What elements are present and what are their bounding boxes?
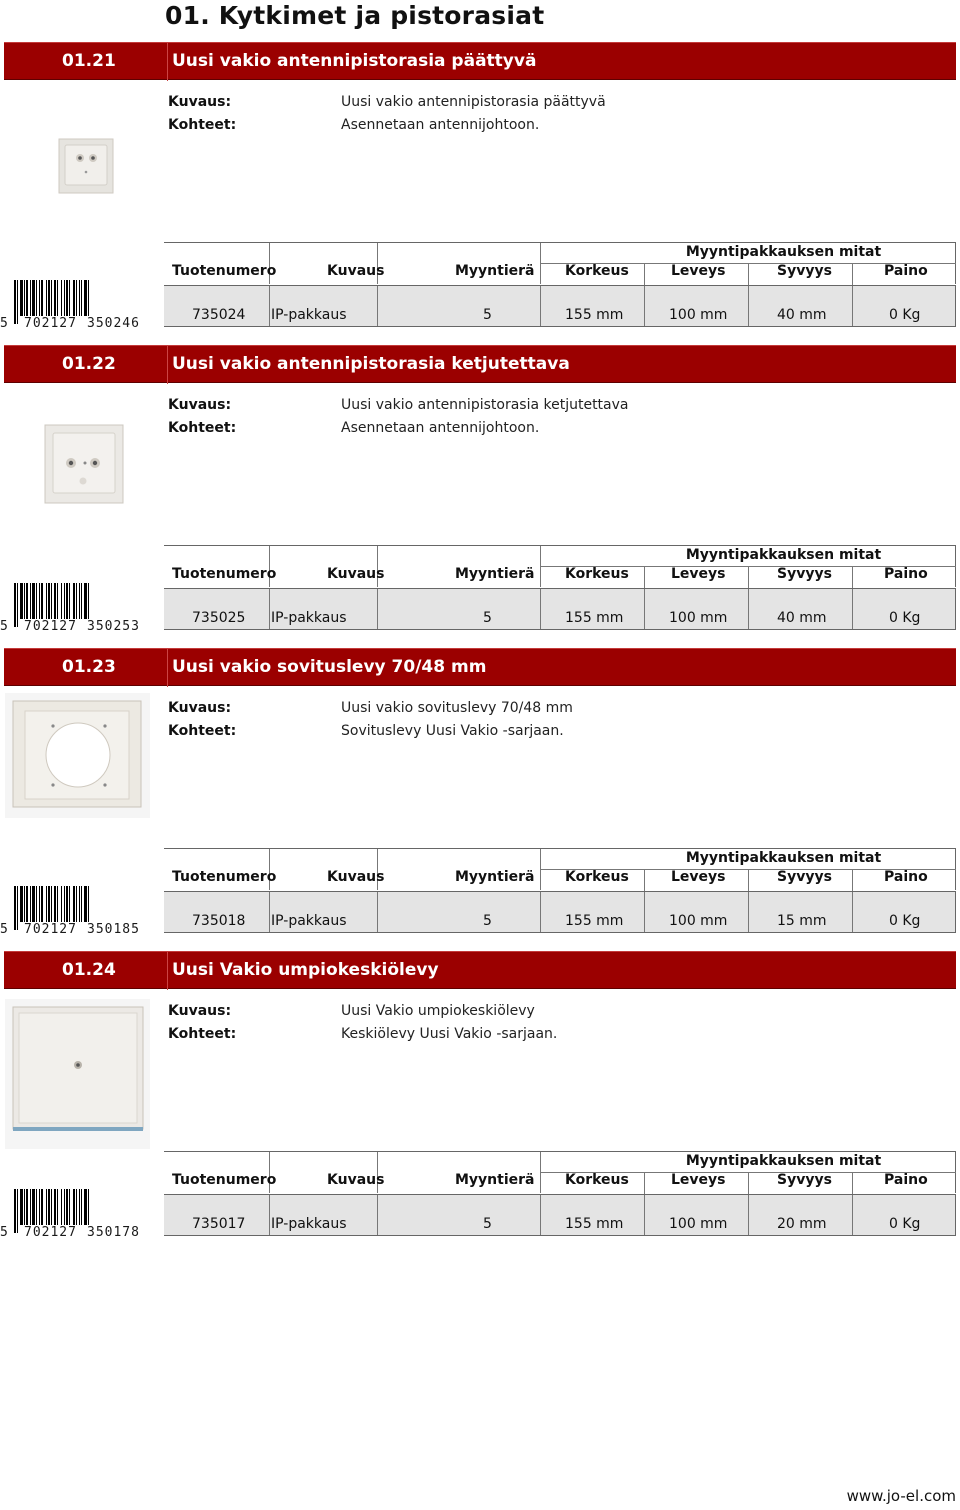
- section-number: 01.24: [62, 960, 116, 980]
- barcode-first-digit: 5: [0, 922, 8, 937]
- column-divider: [644, 589, 645, 629]
- barcode-first-digit: 5: [0, 1225, 8, 1240]
- col-header-syvyys: Syvyys: [777, 1172, 832, 1188]
- kohteet-label: Kohteet:: [168, 420, 237, 436]
- column-divider: [644, 286, 645, 326]
- cell-leveys: 100 mm: [669, 307, 728, 323]
- kohteet-value: Asennetaan antennijohtoon.: [341, 117, 540, 133]
- column-divider: [748, 263, 749, 285]
- barcode: [0, 280, 160, 330]
- barcode: [0, 1189, 160, 1239]
- column-divider: [377, 589, 378, 629]
- barcode-left-digits: 702127: [24, 619, 77, 634]
- col-header-leveys: Leveys: [671, 1172, 726, 1188]
- cell-kuvaus: IP-pakkaus: [271, 610, 347, 626]
- column-divider: [540, 1195, 541, 1235]
- column-divider: [748, 1172, 749, 1194]
- column-divider: [748, 589, 749, 629]
- kohteet-value: Sovituslevy Uusi Vakio -sarjaan.: [341, 723, 564, 739]
- col-header-leveys: Leveys: [671, 869, 726, 885]
- barcode: [0, 886, 160, 936]
- col-header-kuvaus: Kuvaus: [327, 263, 385, 279]
- column-divider: [377, 892, 378, 932]
- column-divider: [540, 589, 541, 629]
- barcode-left-digits: 702127: [24, 1225, 77, 1240]
- column-divider: [852, 892, 853, 932]
- kuvaus-label: Kuvaus:: [168, 94, 232, 110]
- cell-kuvaus: IP-pakkaus: [271, 307, 347, 323]
- col-header-kuvaus: Kuvaus: [327, 1172, 385, 1188]
- col-header-tuotenumero: Tuotenumero: [172, 1172, 277, 1188]
- product-section: [0, 345, 960, 648]
- cell-syvyys: 40 mm: [777, 610, 827, 626]
- barcode-left-digits: 702127: [24, 316, 77, 331]
- barcode-first-digit: 5: [0, 619, 8, 634]
- cell-syvyys: 40 mm: [777, 307, 827, 323]
- product-section: [0, 648, 960, 951]
- page-title: 01. Kytkimet ja pistorasiat: [165, 1, 545, 30]
- column-divider: [377, 286, 378, 326]
- kohteet-value: Keskiölevy Uusi Vakio -sarjaan.: [341, 1026, 558, 1042]
- column-divider: [540, 892, 541, 932]
- col-header-kuvaus: Kuvaus: [327, 566, 385, 582]
- column-divider: [852, 286, 853, 326]
- barcode-right-digits: 350246: [87, 316, 140, 331]
- cell-tuotenumero: 735017: [192, 1216, 246, 1232]
- kuvaus-value: Uusi vakio antennipistorasia päättyvä: [341, 94, 606, 110]
- cell-paino: 0 Kg: [889, 1216, 921, 1232]
- spec-table-header: [164, 1151, 956, 1193]
- kuvaus-label: Kuvaus:: [168, 1003, 232, 1019]
- spec-table-row: [164, 1194, 956, 1236]
- column-divider: [748, 892, 749, 932]
- barcode-right-digits: 350253: [87, 619, 140, 634]
- section-title: Uusi vakio sovituslevy 70/48 mm: [172, 657, 487, 677]
- kohteet-label: Kohteet:: [168, 723, 237, 739]
- cell-myyntiera: 5: [483, 913, 492, 929]
- col-header-paino: Paino: [884, 869, 928, 885]
- column-divider: [540, 243, 541, 284]
- barcode: [0, 583, 160, 633]
- product-section: [0, 42, 960, 345]
- cell-tuotenumero: 735018: [192, 913, 246, 929]
- barcode-first-digit: 5: [0, 316, 8, 331]
- col-header-paino: Paino: [884, 1172, 928, 1188]
- column-divider: [644, 1195, 645, 1235]
- col-header-korkeus: Korkeus: [565, 869, 629, 885]
- col-header-leveys: Leveys: [671, 566, 726, 582]
- column-divider: [540, 1152, 541, 1193]
- column-divider: [269, 286, 270, 326]
- spec-table-header: [164, 848, 956, 890]
- column-divider: [852, 1172, 853, 1194]
- col-header-syvyys: Syvyys: [777, 263, 832, 279]
- section-header: [4, 42, 956, 80]
- cell-syvyys: 20 mm: [777, 1216, 827, 1232]
- barcode-right-digits: 350185: [87, 922, 140, 937]
- column-divider: [644, 566, 645, 588]
- col-header-paino: Paino: [884, 263, 928, 279]
- section-divider: [167, 346, 168, 384]
- section-header: [4, 951, 956, 989]
- footer-url[interactable]: www.jo-el.com: [846, 1487, 956, 1505]
- product-image: [43, 423, 127, 511]
- col-header-leveys: Leveys: [671, 263, 726, 279]
- cell-kuvaus: IP-pakkaus: [271, 913, 347, 929]
- col-header-syvyys: Syvyys: [777, 869, 832, 885]
- product-image: [5, 693, 150, 822]
- kuvaus-value: Uusi Vakio umpiokeskiölevy: [341, 1003, 535, 1019]
- cell-korkeus: 155 mm: [565, 307, 624, 323]
- column-divider: [852, 869, 853, 891]
- kuvaus-value: Uusi vakio antennipistorasia ketjutettava: [341, 397, 629, 413]
- cell-tuotenumero: 735024: [192, 307, 246, 323]
- cell-myyntiera: 5: [483, 307, 492, 323]
- column-divider: [377, 1195, 378, 1235]
- col-header-myyntiera: Myyntierä: [455, 1172, 535, 1188]
- col-header-myyntiera: Myyntierä: [455, 869, 535, 885]
- cell-kuvaus: IP-pakkaus: [271, 1216, 347, 1232]
- barcode-left-digits: 702127: [24, 922, 77, 937]
- col-header-tuotenumero: Tuotenumero: [172, 566, 277, 582]
- column-divider: [644, 1172, 645, 1194]
- cell-korkeus: 155 mm: [565, 913, 624, 929]
- column-divider: [269, 1195, 270, 1235]
- cell-paino: 0 Kg: [889, 307, 921, 323]
- section-number: 01.21: [62, 51, 116, 71]
- column-divider: [852, 589, 853, 629]
- section-header: [4, 648, 956, 686]
- column-divider: [644, 892, 645, 932]
- section-divider: [167, 43, 168, 81]
- column-divider: [540, 286, 541, 326]
- kuvaus-label: Kuvaus:: [168, 700, 232, 716]
- column-divider: [269, 589, 270, 629]
- cell-leveys: 100 mm: [669, 1216, 728, 1232]
- column-divider: [852, 1195, 853, 1235]
- column-divider: [748, 869, 749, 891]
- product-image: [57, 137, 117, 201]
- column-divider: [852, 263, 853, 285]
- column-divider: [540, 849, 541, 890]
- spec-table-row: [164, 588, 956, 630]
- col-header-paino: Paino: [884, 566, 928, 582]
- kuvaus-label: Kuvaus:: [168, 397, 232, 413]
- col-header-myyntiera: Myyntierä: [455, 263, 535, 279]
- section-title: Uusi vakio antennipistorasia päättyvä: [172, 51, 537, 71]
- col-header-tuotenumero: Tuotenumero: [172, 263, 277, 279]
- kohteet-value: Asennetaan antennijohtoon.: [341, 420, 540, 436]
- col-header-syvyys: Syvyys: [777, 566, 832, 582]
- group-header: Myyntipakkauksen mitat: [685, 1153, 882, 1169]
- col-header-korkeus: Korkeus: [565, 566, 629, 582]
- cell-paino: 0 Kg: [889, 610, 921, 626]
- column-divider: [748, 1195, 749, 1235]
- cell-leveys: 100 mm: [669, 610, 728, 626]
- cell-leveys: 100 mm: [669, 913, 728, 929]
- cell-syvyys: 15 mm: [777, 913, 827, 929]
- product-image: [5, 999, 150, 1153]
- section-number: 01.22: [62, 354, 116, 374]
- col-header-korkeus: Korkeus: [565, 263, 629, 279]
- barcode-right-digits: 350178: [87, 1225, 140, 1240]
- group-header: Myyntipakkauksen mitat: [685, 547, 882, 563]
- kohteet-label: Kohteet:: [168, 117, 237, 133]
- section-divider: [167, 649, 168, 687]
- col-header-kuvaus: Kuvaus: [327, 869, 385, 885]
- spec-table-row: [164, 891, 956, 933]
- section-divider: [167, 952, 168, 990]
- section-title: Uusi vakio antennipistorasia ketjutettava: [172, 354, 570, 374]
- column-divider: [748, 286, 749, 326]
- cell-paino: 0 Kg: [889, 913, 921, 929]
- section-header: [4, 345, 956, 383]
- cell-korkeus: 155 mm: [565, 1216, 624, 1232]
- group-header: Myyntipakkauksen mitat: [685, 244, 882, 260]
- kuvaus-value: Uusi vakio sovituslevy 70/48 mm: [341, 700, 573, 716]
- cell-myyntiera: 5: [483, 1216, 492, 1232]
- column-divider: [269, 892, 270, 932]
- spec-table-header: [164, 545, 956, 587]
- cell-korkeus: 155 mm: [565, 610, 624, 626]
- group-header: Myyntipakkauksen mitat: [685, 850, 882, 866]
- column-divider: [644, 869, 645, 891]
- section-title: Uusi Vakio umpiokeskiölevy: [172, 960, 439, 980]
- section-number: 01.23: [62, 657, 116, 677]
- column-divider: [540, 546, 541, 587]
- col-header-tuotenumero: Tuotenumero: [172, 869, 277, 885]
- spec-table-header: [164, 242, 956, 284]
- kohteet-label: Kohteet:: [168, 1026, 237, 1042]
- column-divider: [644, 263, 645, 285]
- cell-myyntiera: 5: [483, 610, 492, 626]
- col-header-myyntiera: Myyntierä: [455, 566, 535, 582]
- col-header-korkeus: Korkeus: [565, 1172, 629, 1188]
- column-divider: [852, 566, 853, 588]
- cell-tuotenumero: 735025: [192, 610, 246, 626]
- spec-table-row: [164, 285, 956, 327]
- column-divider: [748, 566, 749, 588]
- product-section: [0, 951, 960, 1254]
